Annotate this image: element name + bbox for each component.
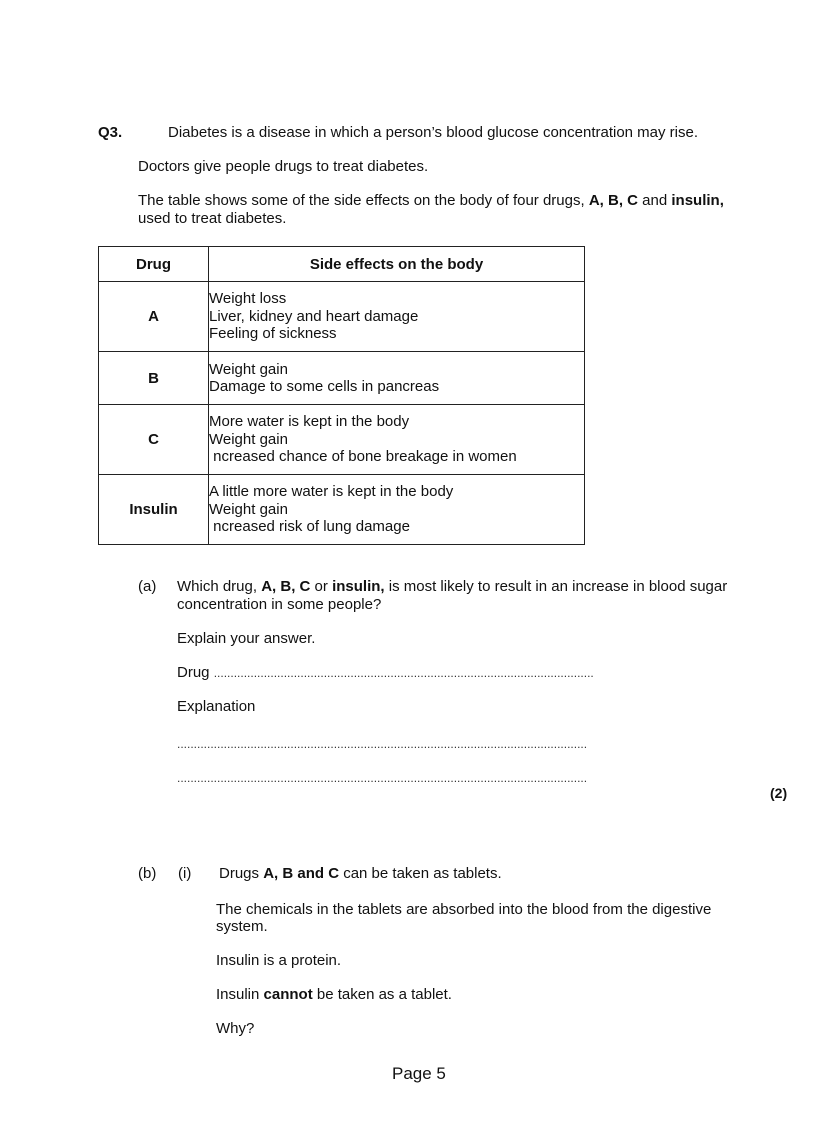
side-effect: More water is kept in the body — [209, 413, 410, 431]
part-a-q-text: Which drug, — [177, 578, 262, 595]
table-row — [99, 405, 585, 475]
side-effect: ncreased chance of bone breakage in women — [209, 448, 517, 466]
side-effects-cell — [209, 475, 585, 545]
side-effects-cell — [209, 352, 585, 405]
header-side-effects: Side effects on the body — [209, 247, 585, 282]
side-effects-cell — [209, 405, 585, 475]
part-a-label: (a) — [138, 578, 157, 595]
table-intro-line2: used to treat diabetes. — [138, 210, 287, 227]
drug-name: Insulin — [99, 475, 209, 545]
side-effect: Weight loss — [209, 290, 287, 308]
table-row — [99, 475, 585, 545]
part-b-line-2: The chemicals in the tablets are absorbed into the blood from the digestive — [216, 901, 712, 918]
side-effect: Liver, kidney and heart damage — [209, 307, 419, 325]
part-b-line1-text: Drugs — [219, 865, 264, 882]
intro-text-1: Diabetes is a disease in which a person’s blood glucose concentration may rise. — [168, 124, 699, 141]
part-b-label: (b) — [138, 865, 157, 882]
drug-answer-label: Drug — [177, 664, 210, 681]
drug-name: A — [99, 282, 209, 352]
table-header-row — [99, 247, 585, 282]
side-effect: Damage to some cells in pancreas — [209, 378, 440, 395]
side-effect: ncreased risk of lung damage — [209, 518, 410, 536]
side-effects-table — [98, 246, 585, 545]
part-b-line1-bold: A, B and C — [263, 865, 340, 882]
side-effect: Weight gain — [209, 500, 288, 518]
part-b-line1-rest: can be taken as tablets. — [339, 865, 502, 882]
explanation-label: Explanation — [177, 698, 256, 715]
question-number: Q3. — [98, 124, 123, 141]
part-b-line4-text: Insulin — [216, 986, 264, 1003]
drug-name: B — [99, 352, 209, 405]
table-row — [99, 352, 585, 405]
drug-answer-line[interactable] — [177, 664, 594, 682]
part-a-question — [177, 578, 727, 596]
part-b-line-5: Why? — [216, 1020, 255, 1037]
page-number: Page 5 — [392, 1064, 446, 1083]
drug-name: C — [99, 405, 209, 475]
explanation-answer-line-1[interactable]: ........................................................................................................................... — [177, 737, 588, 751]
part-b-line4-bold: cannot — [263, 986, 313, 1003]
table-intro-and: and — [638, 192, 672, 209]
part-b-line-4 — [216, 986, 452, 1004]
part-a-instruction: Explain your answer. — [177, 630, 316, 647]
drug-answer-field[interactable]: .................................................................................................................. — [213, 666, 594, 680]
table-row — [99, 282, 585, 352]
side-effect: Weight gain — [209, 360, 288, 378]
part-b-line-3: Insulin is a protein. — [216, 952, 342, 969]
table-intro — [138, 192, 724, 210]
part-a-q-rest: is most likely to result in an increase in blood sugar — [384, 578, 728, 595]
table-intro-text: The table shows some of the side effects on the body of four drugs, — [138, 192, 589, 209]
marks-indicator: (2) — [770, 785, 788, 801]
side-effect: Weight gain — [209, 430, 288, 448]
side-effect: A little more water is kept in the body — [209, 483, 454, 501]
side-effects-cell — [209, 282, 585, 352]
table-intro-bold-insulin: insulin, — [671, 192, 724, 209]
part-b-line-1 — [219, 865, 502, 883]
side-effect: Feeling of sickness — [209, 325, 337, 343]
part-a-q-bold-drugs: A, B, C — [261, 578, 311, 595]
part-b-line-2b: system. — [216, 918, 268, 935]
explanation-answer-line-2[interactable]: ........................................................................................................................... — [177, 771, 588, 785]
part-a-q-bold-insulin: insulin, — [332, 578, 385, 595]
intro-text-2: Doctors give people drugs to treat diabetes. — [138, 158, 429, 175]
part-a-q-or: or — [310, 578, 333, 595]
table-intro-bold-drugs: A, B, C — [588, 192, 638, 209]
part-b-sub-label: (i) — [178, 865, 192, 882]
part-a-question-line2: concentration in some people? — [177, 596, 382, 613]
header-drug: Drug — [99, 247, 209, 282]
part-b-line4-rest: be taken as a tablet. — [312, 986, 452, 1003]
